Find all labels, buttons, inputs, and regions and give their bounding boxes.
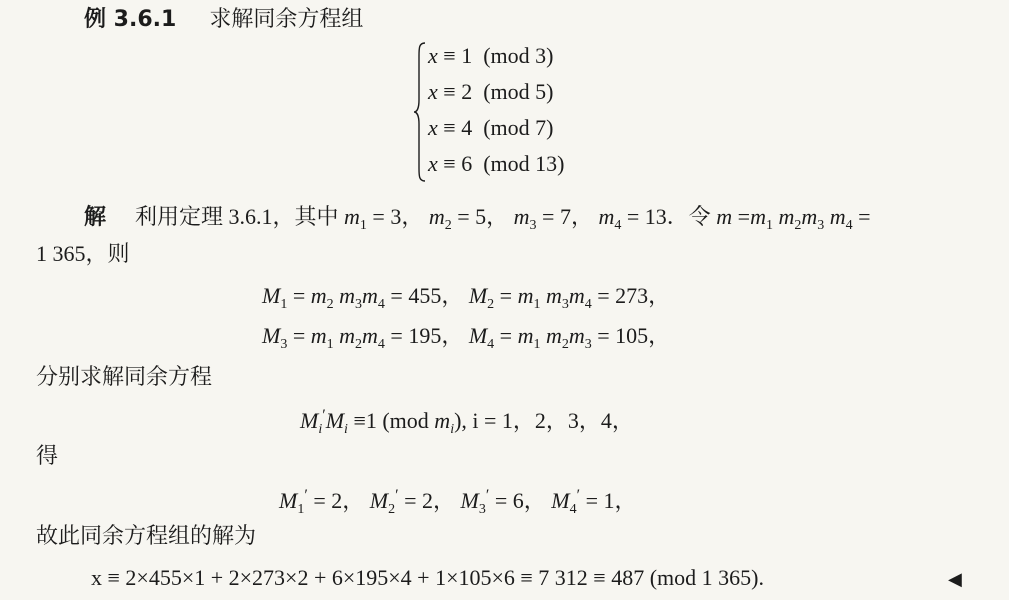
system-brace xyxy=(414,42,426,182)
conclusion-text: 故此同余方程组的解为 xyxy=(36,523,257,548)
example-title: 求解同余方程组 xyxy=(209,6,364,31)
congruence-eq: $M_i'M_i \equiv 1$ (mod $m_i$), i = 1，2，3，4， xyxy=(300,407,634,437)
step2-text: 分别求解同余方程 xyxy=(36,364,213,389)
example-heading xyxy=(84,4,363,35)
end-mark-icon: ◀ xyxy=(948,569,962,589)
system-eq-3: x ≡ 4 (mod 7) xyxy=(428,115,554,140)
M-line-1: $M_1 = m_2$ $m_3m_4 = 455$， $M_2 = m_1$ $m_3m_4 = 273$， xyxy=(262,283,671,312)
inverse-values: $M_1' = 2$， $M_2' = 2$， $M_3' = 6$， $M_4' = 1$， xyxy=(279,487,637,517)
M-line-2: $M_3 = m_1$ $m_2m_4 = 195$， $M_4 = m_1$ $m_2m_3 = 105$， xyxy=(262,323,671,352)
solution-label: 解 xyxy=(84,205,107,230)
solution-line-2: 1 365，则 xyxy=(36,241,130,266)
solution-line-1: 解 利用定理 3.6.1，其中 $m_1 = 3$， $m_2 = 5$， $m_3 = 7$， $m_4 = 13$．令 $m =m_1$ $m_2m_3$ $m_4$ = xyxy=(84,204,871,233)
example-label: 例 3.6.1 xyxy=(84,7,177,32)
system-eq-4: x ≡ 6 (mod 13) xyxy=(428,151,565,176)
system-eq-2: x ≡ 2 (mod 5) xyxy=(428,79,554,104)
de-text: 得 xyxy=(36,443,59,468)
final-formula: x ≡ 2×455×1 + 2×273×2 + 6×195×4 + 1×105×6 ≡ 7 312 ≡ 487 (mod 1 365). xyxy=(91,565,764,590)
system-eq-1: x ≡ 1 (mod 3) xyxy=(428,43,554,68)
